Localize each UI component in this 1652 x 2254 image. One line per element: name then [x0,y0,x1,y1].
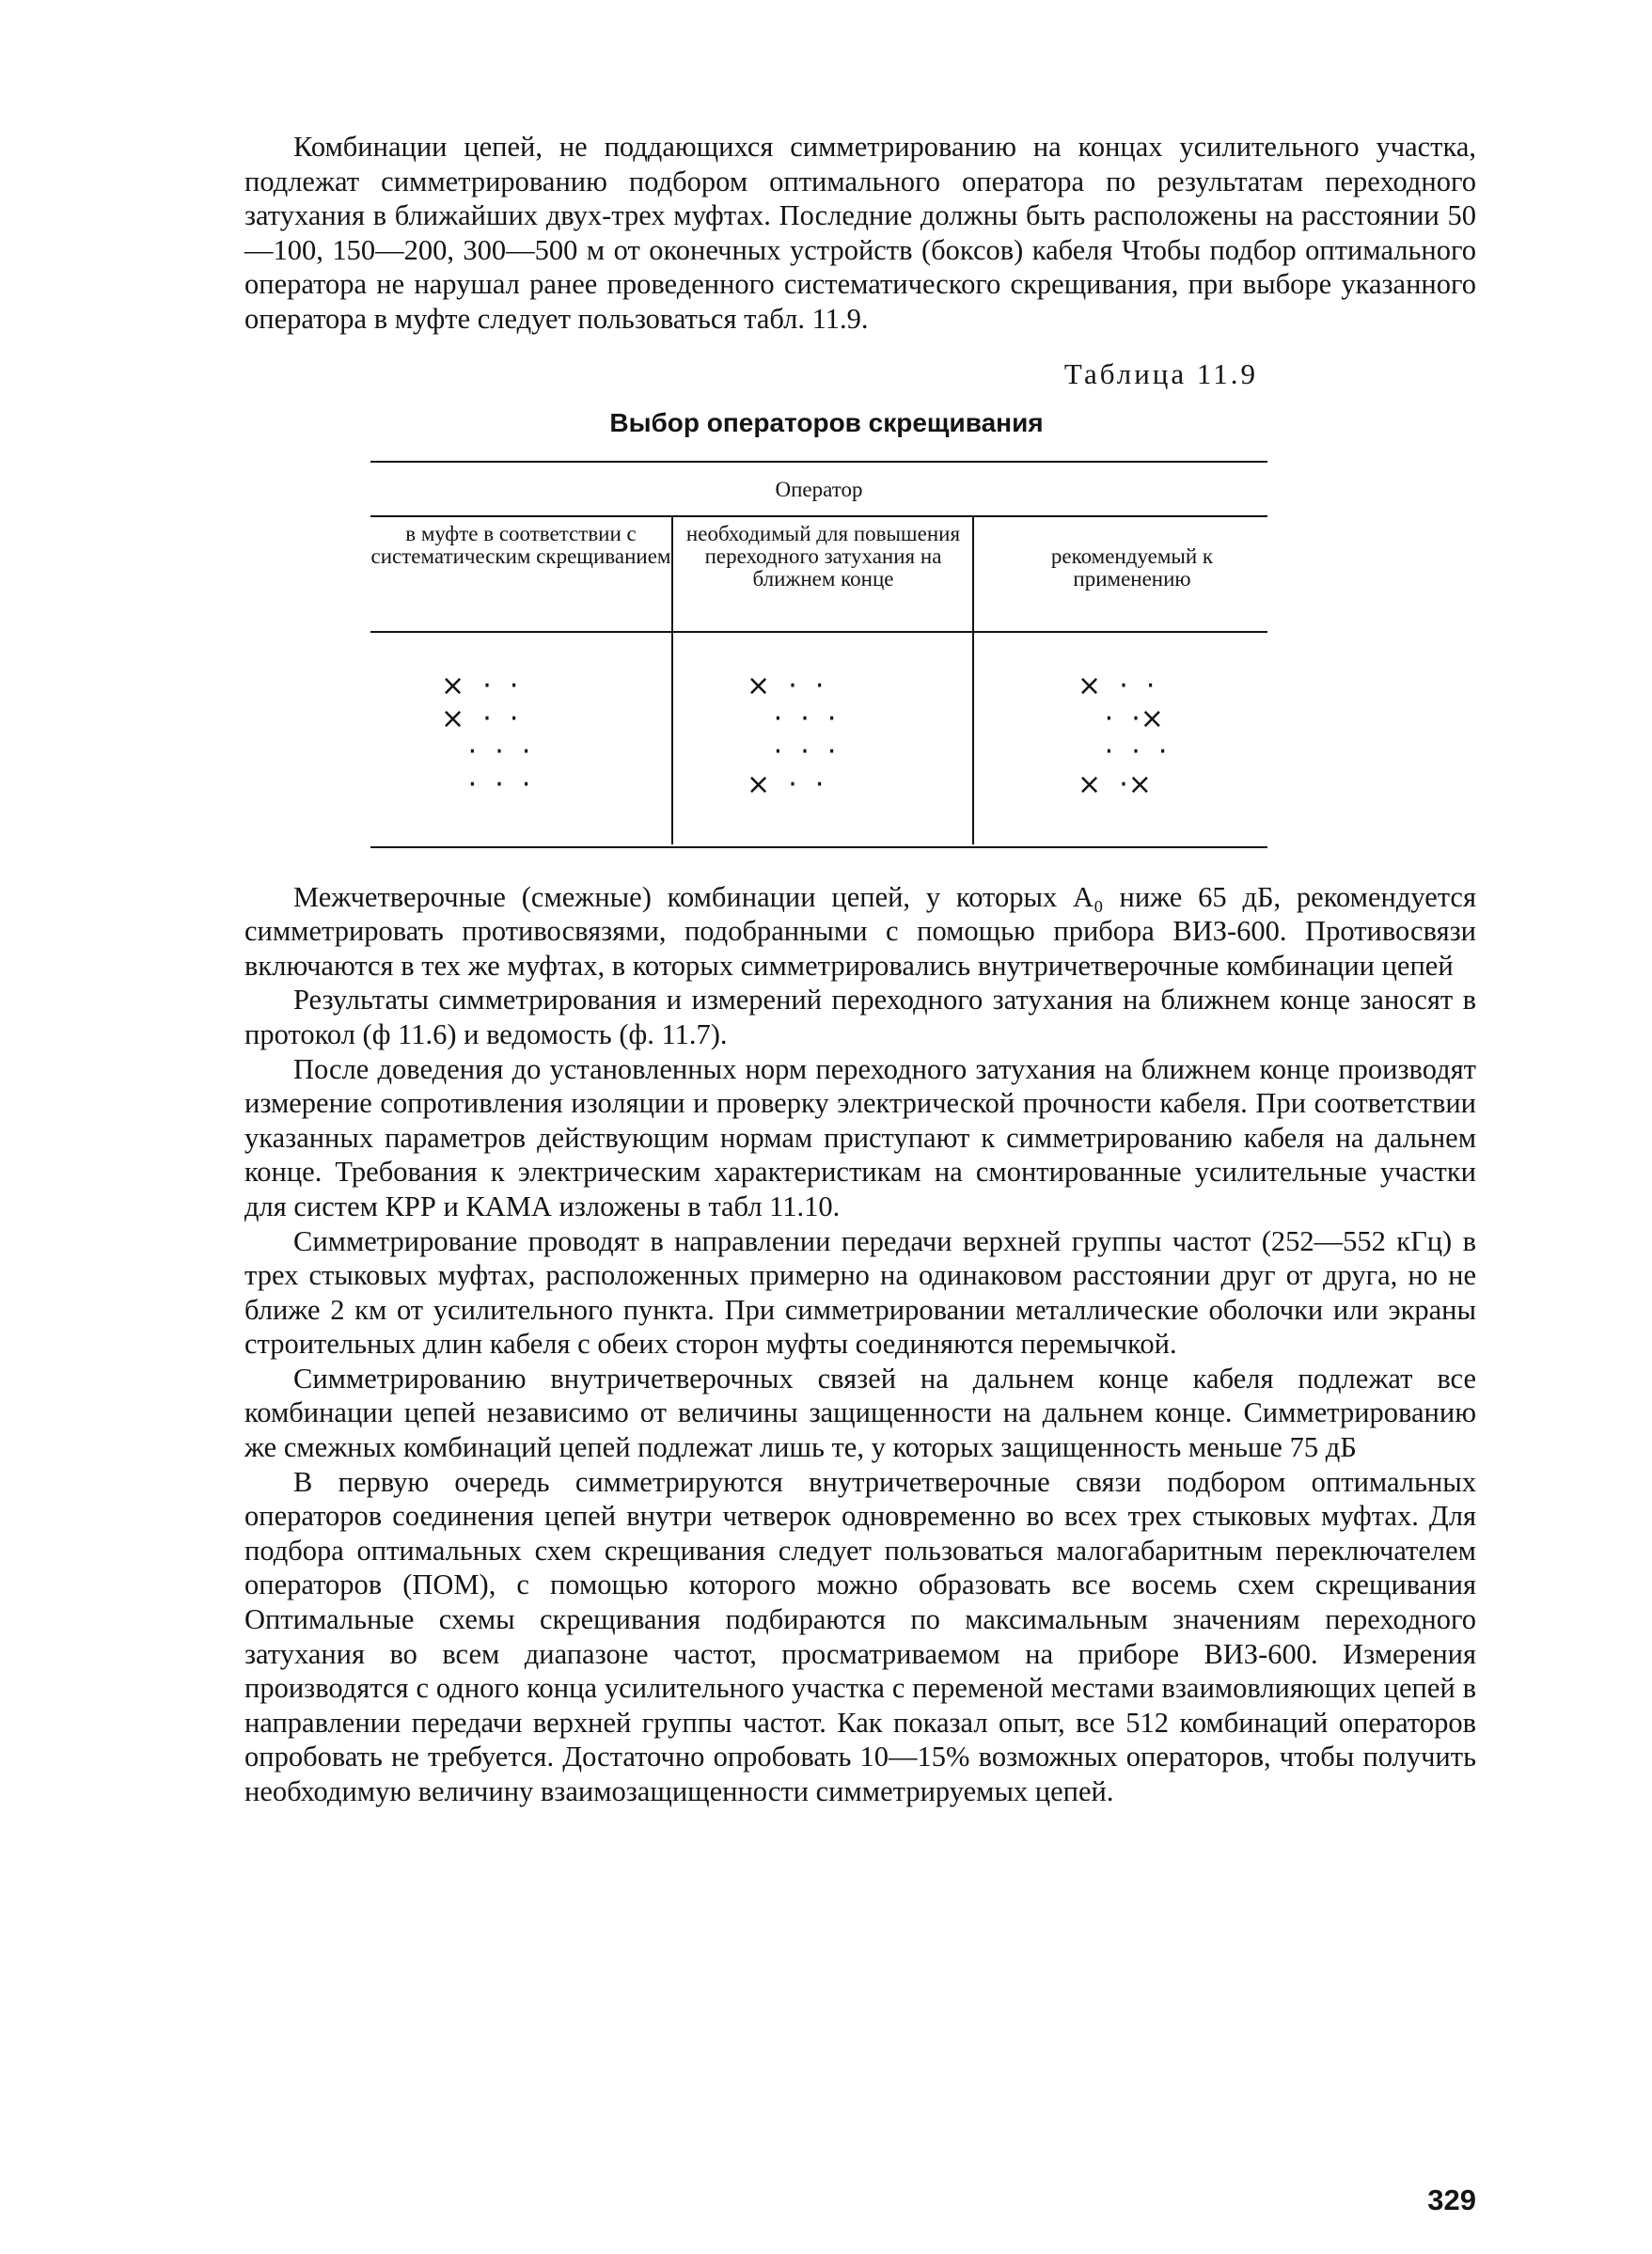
table-cell: × · · [441,669,519,702]
page-number: 329 [1427,2183,1476,2216]
paragraph-crosstalk-counterfeeds: Межчетверочные (смежные) комбинации цепей, у которых A₀ ниже 65 дБ, рекомендуется симметрировать противосвязями, подобранными с помощью прибора ВИЗ-600. Противосвязи включаются в тех же муфтах, в которых симметрировались внутричетверочные комбинации цепей [244,880,1476,982]
table-cell: · · · [747,734,837,768]
table-cell: × · · [747,767,825,801]
table-rule-group [370,515,1267,517]
operators-table [370,461,1267,848]
table-label: Таблица 11.9 [1063,356,1258,390]
table-title: Выбор операторов скрещивания [609,407,1044,437]
table-cell: · · · [1078,734,1168,768]
paragraph-symmetrization-near-end: Комбинации цепей, не поддающихся симметрированию на концах усилительного участка, подлежат симметрированию подбором оптимального оператора по результатам переходного затухания в ближайших двух-трех муфтах. Последние должны быть расположены на расстоянии 50—100, 150—200, 300—500 м от оконечных устройств (боксов) кабеля Чтобы подбор оптимального оператора не нарушал ранее проведенного систематического скрещивания, при выборе указанного оператора в муфте следует пользоваться табл. 11.9. [244,131,1476,335]
table-cell: · · · [441,734,531,768]
paragraph-far-end: Симметрированию внутричетверочных связей на дальнем конце кабеля подлежат все комбинации цепей независимо от величины защищенности на дальнем конце. Симметрированию же смежных комбинаций цепей подлежат лишь те, у которых защищенность меньше 75 дБ [244,1362,1476,1464]
table-header-col2: необходимый для повышения переходного затухания на ближнем конце [685,521,961,591]
table-group-header: Оператор [775,477,863,501]
table-rule-col2 [972,515,974,844]
table-cell: × · · [1078,669,1156,702]
paragraph-results-protocol: Результаты симметрирования и измерений переходного затухания на ближнем конце заносят в протокол (ф 11.6) и ведомость (ф. 11.7). [244,984,1476,1050]
document-page [244,130,1476,2216]
table-cell: · ·× [1078,701,1164,735]
paragraph-insulation-test: После доведения до установленных норм переходного затухания на ближнем конце производят измерение сопротивления изоляции и проверку электрической прочности кабеля. При соответствии указанных параметров действующим нормам приступают к симметрированию кабеля на дальнем конце. Требования к электрическим характеристикам на смонтированные усилительные участки для систем КРР и КАМА изложены в табл 11.10. [244,1052,1476,1222]
table-cell: · · · [441,767,531,801]
table-rule-header [370,631,1267,633]
table-cell: × ·× [1078,767,1152,801]
table-cell: · · · [747,701,837,735]
paragraph-optimal-operators: В первую очередь симметрируются внутричетверочные связи подбором оптимальных операторов соединения цепей внутри четверок одновременно во всех трех стыковых муфтах. Для подбора оптимальных схем скрещивания следует пользоваться малогабаритным переключателем операторов (ПОМ), с помощью которого можно образовать все восемь схем скрещивания Оптимальные схемы скрещивания подбираются по максимальным значениям переходного затухания во всем диапазоне частот, просматриваемом на приборе ВИЗ-600. Измерения производятся с одного конца усилительного участка с переменой местами взаимовлияющих цепей в направлении передачи верхней группы частот. Как показал опыт, все 512 комбинаций операторов опробовать не требуется. Достаточно опробовать 10—15% возможных операторов, чтобы получить необходимую величину взаимозащищенности симметрируемых цепей. [244,1465,1476,1807]
table-rule-col1 [671,515,673,844]
table-header-col3: рекомендуемый к применению [1050,544,1214,591]
table-header-col1: в муфте в соответствии с систематическим скрещиванием [370,521,671,568]
table-cell: × · · [441,701,519,735]
paragraph-splice-symmetrization: Симметрирование проводят в направлении передачи верхней группы частот (252—552 кГц) в трех стыковых муфтах, расположенных примерно на одинаковом расстоянии друг от друга, но не ближе 2 км от усилительного пункта. При симметрировании металлические оболочки или экраны строительных длин кабеля с обеих сторон муфты соединяются перемычкой. [244,1224,1476,1361]
table-cell: × · · [747,669,825,702]
